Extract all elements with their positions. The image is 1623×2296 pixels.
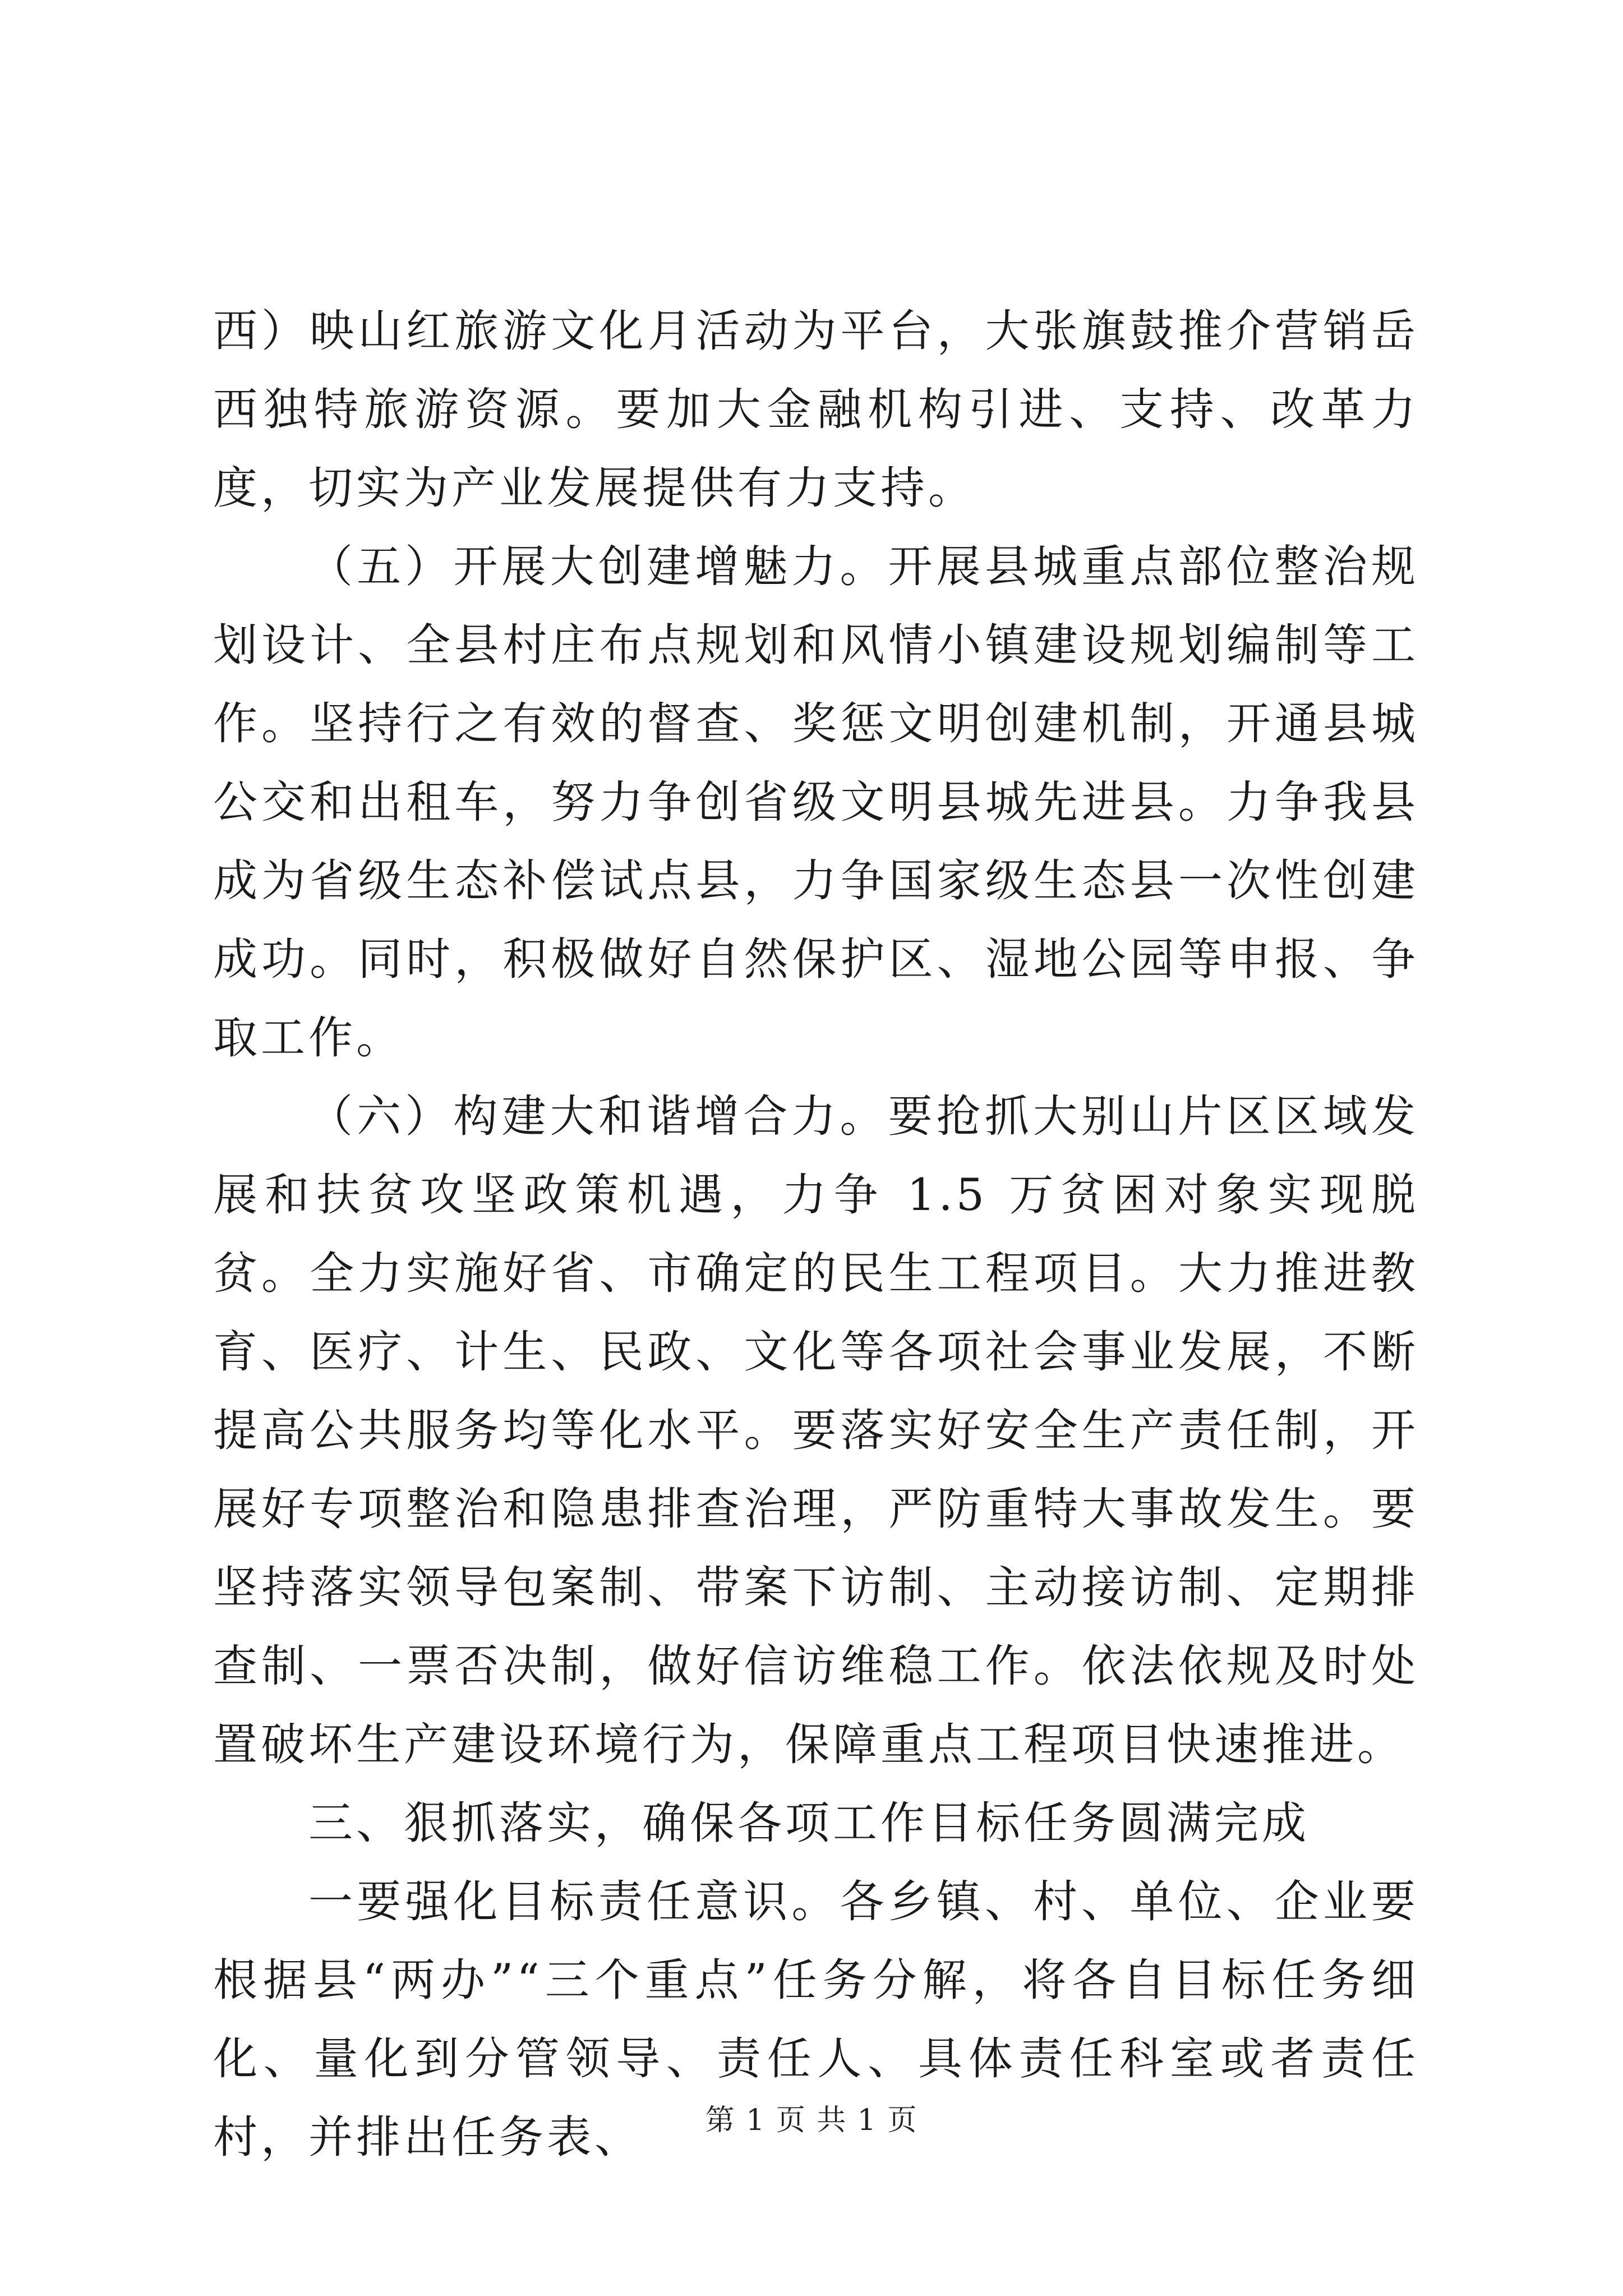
paragraph-5: 一要强化目标责任意识。各乡镇、村、单位、企业要根据县“两办”“三个重点”任务分解，将各自目标任务细化、量化到分管领导、责任人、具体责任科室或者责任村，并排出任务表、	[213, 1876, 1419, 2163]
paragraph-3: （六）构建大和谐增合力。要抢抓大别山片区区域发展和扶贫攻坚政策机遇，力争 1.5 万贫困对象实现脱贫。全力实施好省、市确定的民生工程项目。大力推进教育、医疗、计生、民政、文化等各项社会事业发展，不断提高公共服务均等化水平。要落实好安全生产责任制，开展好专项整治和隐患排查治理，严防重特大事故发生。要坚持落实领导包案制、带案下访制、主动接访制、定期排查制、一票否决制，做好信访维稳工作。依法依规及时处置破坏生产建设环境行为，保障重点工程项目快速推进。	[213, 1091, 1419, 1770]
section-heading: 三、狠抓落实，确保各项工作目标任务圆满完成	[308, 1797, 1310, 1849]
paragraph-2: （五）开展大创建增魅力。开展县城重点部位整治规划设计、全县村庄布点规划和风情小镇建设规划编制等工作。坚持行之有效的督查、奖惩文明创建机制，开通县城公交和出租车，努力争创省级文明县城先进县。力争我县成为省级生态补偿试点县，力争国家级生态县一次性创建成功。同时，积极做好自然保护区、湿地公园等申报、争取工作。	[213, 541, 1419, 1064]
paragraph-1: 西）映山红旅游文化月活动为平台，大张旗鼓推介营销岳西独特旅游资源。要加大金融机构引进、支持、改革力度，切实为产业发展提供有力支持。	[213, 305, 1419, 514]
page-footer: 第 1 页 共 1 页	[705, 2104, 918, 2137]
document-body	[213, 292, 1419, 2177]
